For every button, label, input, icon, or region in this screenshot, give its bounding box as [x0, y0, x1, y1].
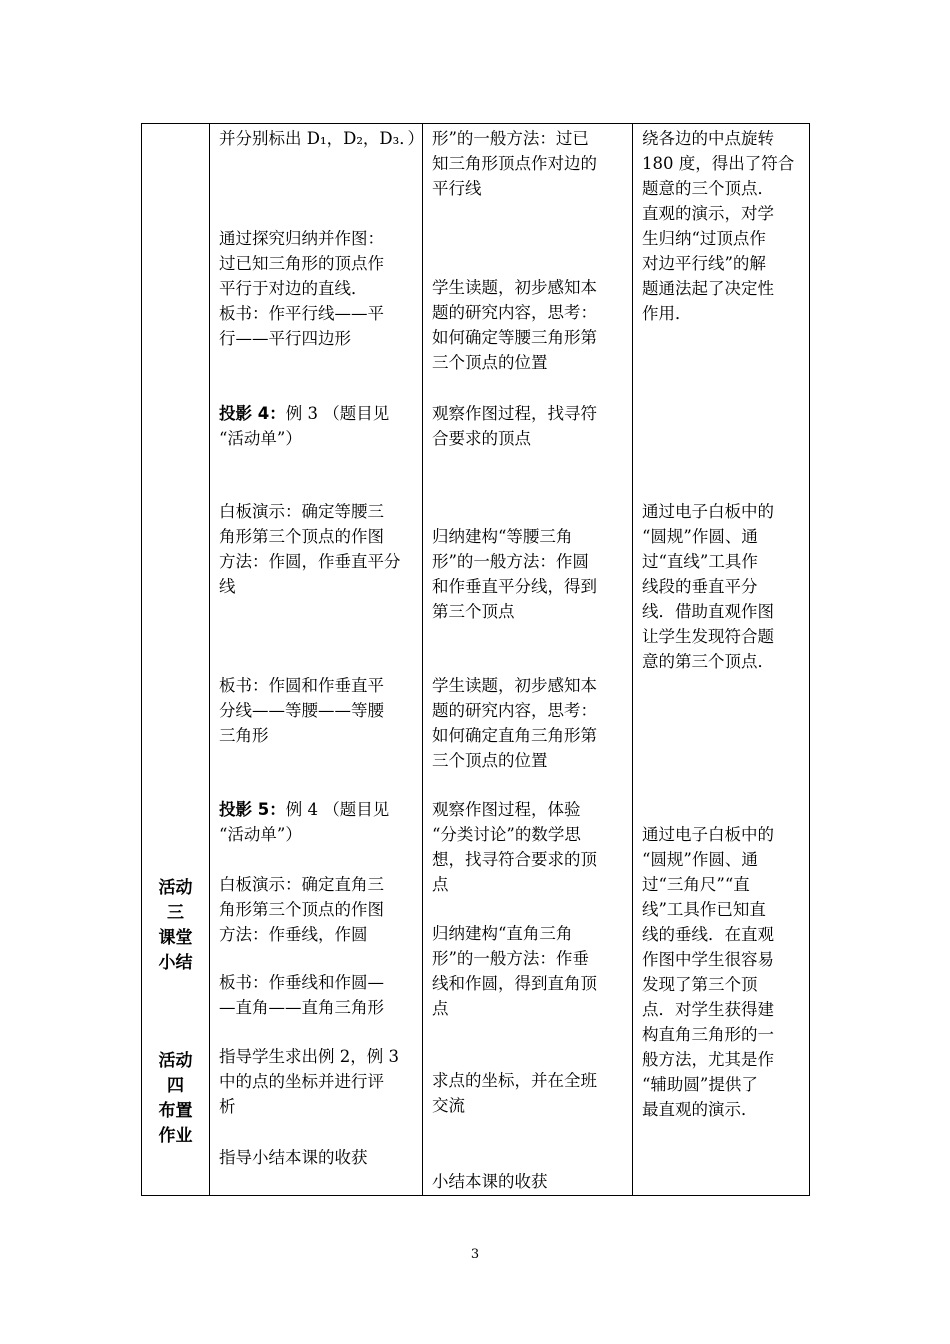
text-paragraph: 通过电子白板中的 “圆规”作圆、通 过“直线”工具作 线段的垂直平分 线．借助直观作图 让学生发现符合题 意的第三个顶点． [642, 502, 774, 671]
text-paragraph: 板书：作垂线和作圆— —直角——直角三角形 [219, 973, 384, 1017]
activity-column [142, 124, 209, 1195]
text-paragraph: 白板演示：确定等腰三 角形第三个顶点的作图 方法：作圆，作垂直平分 线 [219, 502, 401, 596]
text-paragraph: 归纳建构“等腰三角 形”的一般方法：作圆 和作垂直平分线，得到 第三个顶点 [432, 527, 597, 621]
text-paragraph: 通过电子白板中的 “圆规”作圆、通 过“三角尺”“直 线”工具作已知直 线的垂线．在直观 作图中学生很容易 发现了第三个顶 点．对学生获得建 构直角三角形的一 般方法，尤其是作 “辅助圆”提供了 最直观的演示． [642, 825, 774, 1119]
text-paragraph: 求点的坐标，并在全班 交流 [432, 1071, 597, 1115]
activity-four-label: 活动 四 布置 作业 [158, 1051, 193, 1146]
student-activity-column [432, 124, 630, 1195]
text-paragraph: 并分别标出 D₁，D₂，D₃．） [219, 129, 425, 148]
text-paragraph: 形”的一般方法：过已 知三角形顶点作对边的 平行线 [432, 129, 597, 198]
text-paragraph: 通过探究归纳并作图： 过已知三角形的顶点作 平行于对边的直线． 板书：作平行线——平 行——平行四边形 [219, 229, 384, 348]
column-divider [632, 124, 633, 1195]
projection-5-paragraph: 投影 5：例 4 （题目见 “活动单”） [219, 800, 390, 844]
design-intent-column [642, 124, 807, 1195]
text-paragraph: 观察作图过程，找寻符 合要求的顶点 [432, 404, 597, 448]
teacher-activity-column [219, 124, 425, 1195]
text-paragraph: 指导学生求出例 2，例 3 中的点的坐标并进行评 析 [219, 1047, 399, 1116]
text-paragraph: 小结本课的收获 [432, 1172, 548, 1191]
text-paragraph: 绕各边的中点旋转 180 度，得出了符合 题意的三个顶点． 直观的演示，对学 生归纳“过顶点作 对边平行线”的解 题通法起了决定性 作用． [642, 129, 795, 323]
lesson-plan-table [141, 123, 810, 1196]
text-paragraph: 白板演示：确定直角三 角形第三个顶点的作图 方法：作垂线，作圆 [219, 875, 384, 944]
text-paragraph: 板书：作圆和作垂直平 分线——等腰——等腰 三角形 [219, 676, 384, 745]
text-paragraph: 学生读题，初步感知本 题的研究内容，思考： 如何确定等腰三角形第 三个顶点的位置 [432, 278, 597, 372]
text-paragraph: 指导小结本课的收获 [219, 1148, 368, 1167]
text-paragraph: 归纳建构“直角三角 形”的一般方法：作垂 线和作圆，得到直角顶 点 [432, 924, 597, 1018]
projection-4-paragraph: 投影 4：例 3 （题目见 “活动单”） [219, 404, 390, 448]
activity-three-label: 活动 三 课堂 小结 [158, 878, 193, 973]
text-paragraph: 观察作图过程，体验 “分类讨论”的数学思 想，找寻符合要求的顶 点 [432, 800, 597, 894]
text-paragraph: 学生读题，初步感知本 题的研究内容，思考： 如何确定直角三角形第 三个顶点的位置 [432, 676, 597, 770]
page-number: 3 [470, 1247, 480, 1262]
column-divider [209, 124, 210, 1195]
column-divider [422, 124, 423, 1195]
